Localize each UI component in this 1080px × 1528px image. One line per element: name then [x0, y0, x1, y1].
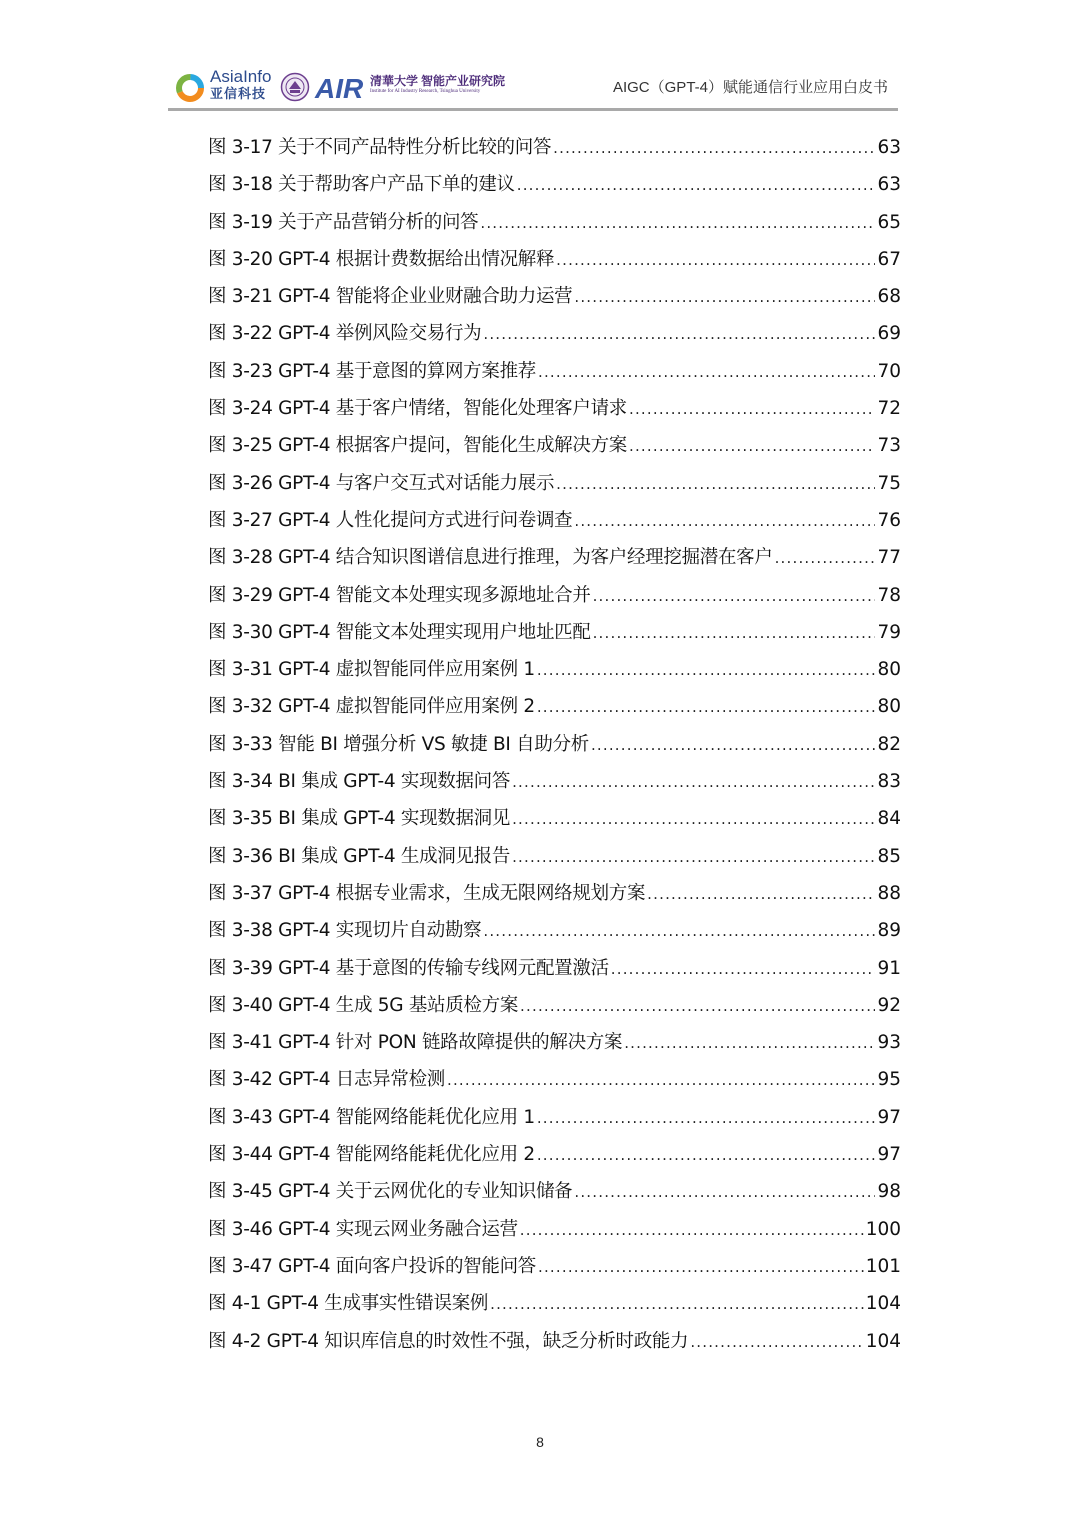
toc-entry-title: 图 3-29 GPT-4 智能文本处理实现多源地址合并 — [208, 584, 591, 606]
toc-entry[interactable] — [208, 879, 901, 916]
toc-entry[interactable] — [208, 469, 901, 506]
toc-dot-leader — [538, 1258, 864, 1276]
toc-dot-leader — [512, 810, 875, 828]
toc-entry-title: 图 3-47 GPT-4 面向客户投诉的智能问答 — [208, 1255, 536, 1277]
toc-dot-leader — [537, 1109, 876, 1127]
toc-entry[interactable] — [208, 282, 901, 319]
toc-dot-leader — [483, 325, 875, 343]
toc-entry-page: 89 — [877, 920, 901, 942]
toc-entry-title: 图 3-26 GPT-4 与客户交互式对话能力展示 — [208, 472, 555, 494]
toc-entry-title: 图 3-42 GPT-4 日志异常检测 — [208, 1069, 445, 1091]
asiainfo-logo-icon — [174, 72, 206, 104]
toc-entry-title: 图 3-43 GPT-4 智能网络能耗优化应用 1 — [208, 1106, 535, 1128]
toc-dot-leader — [537, 1146, 876, 1164]
toc-entry-title: 图 3-30 GPT-4 智能文本处理实现用户地址匹配 — [208, 621, 591, 643]
toc-dot-leader — [574, 512, 875, 530]
toc-dot-leader — [447, 1071, 875, 1089]
toc-entry-title: 图 3-21 GPT-4 智能将企业业财融合助力运营 — [208, 286, 573, 308]
toc-entry-page: 75 — [877, 472, 901, 494]
toc-entry[interactable] — [208, 1140, 901, 1177]
toc-entry-title: 图 3-44 GPT-4 智能网络能耗优化应用 2 — [208, 1144, 535, 1166]
toc-entry[interactable] — [208, 1028, 901, 1065]
toc-dot-leader — [512, 773, 875, 791]
toc-entry-page: 72 — [877, 398, 901, 420]
tsinghua-name-cn: 清華大学 智能产业研究院 — [370, 74, 506, 88]
toc-entry-page: 104 — [865, 1330, 901, 1352]
toc-entry-title: 图 4-1 GPT-4 生成事实性错误案例 — [208, 1293, 489, 1315]
toc-entry-page: 100 — [865, 1218, 901, 1240]
toc-dot-leader — [556, 475, 875, 493]
toc-dot-leader — [537, 698, 876, 716]
toc-dot-leader — [647, 885, 875, 903]
document-title: AIGC（GPT-4）赋能通信行业应用白皮书 — [612, 79, 888, 96]
toc-entry[interactable] — [208, 842, 901, 879]
toc-entry-title: 图 3-33 智能 BI 增强分析 VS 敏捷 BI 自助分析 — [208, 733, 589, 755]
toc-dot-leader — [520, 1221, 864, 1239]
toc-entry-page: 69 — [877, 323, 901, 345]
toc-entry-page: 63 — [877, 137, 901, 158]
toc-entry-title: 图 3-32 GPT-4 虚拟智能同伴应用案例 2 — [208, 696, 535, 718]
toc-entry[interactable] — [208, 1327, 901, 1364]
toc-dot-leader — [512, 848, 875, 866]
toc-dot-leader — [490, 1295, 864, 1313]
toc-entry[interactable] — [208, 208, 901, 245]
toc-entry-page: 70 — [877, 360, 901, 382]
toc-entry-page: 97 — [877, 1144, 901, 1166]
asiainfo-name-en: AsiaInfo — [210, 67, 272, 86]
toc-entry-title: 图 3-19 关于产品营销分析的问答 — [208, 211, 479, 233]
toc-entry-page: 76 — [877, 509, 901, 531]
toc-entry-title: 图 3-23 GPT-4 基于意图的算网方案推荐 — [208, 360, 536, 382]
toc-entry-page: 95 — [877, 1069, 901, 1091]
toc-entry-title: 图 3-40 GPT-4 生成 5G 基站质检方案 — [208, 994, 519, 1016]
toc-entry-page: 78 — [877, 584, 901, 606]
toc-entry-title: 图 3-24 GPT-4 基于客户情绪，智能化处理客户请求 — [208, 398, 627, 420]
page-number: 8 — [536, 1434, 544, 1450]
toc-entry[interactable] — [208, 133, 901, 170]
toc-entry[interactable] — [208, 506, 901, 543]
toc-entry-title: 图 3-28 GPT-4 结合知识图谱信息进行推理，为客户经理挖掘潜在客户 — [208, 547, 773, 569]
toc-entry-title: 图 3-45 GPT-4 关于云网优化的专业知识储备 — [208, 1181, 573, 1203]
toc-entry[interactable] — [208, 1252, 901, 1289]
toc-dot-leader — [556, 251, 875, 269]
toc-dot-leader — [629, 437, 875, 455]
toc-dot-leader — [574, 1183, 875, 1201]
toc-entry-page: 77 — [877, 547, 901, 569]
toc-entry-page: 68 — [877, 286, 901, 308]
toc-entry[interactable] — [208, 1177, 901, 1214]
toc-dot-leader — [611, 960, 876, 978]
toc-entry[interactable] — [208, 1103, 901, 1140]
toc-entry-page: 80 — [877, 659, 901, 681]
toc-entry[interactable] — [208, 991, 901, 1028]
toc-entry-title: 图 3-25 GPT-4 根据客户提问，智能化生成解决方案 — [208, 435, 627, 457]
toc-dot-leader — [520, 997, 875, 1015]
toc-entry-title: 图 3-41 GPT-4 针对 PON 链路故障提供的解决方案 — [208, 1032, 623, 1054]
toc-entry-title: 图 3-35 BI 集成 GPT-4 实现数据洞见 — [208, 808, 511, 830]
toc-dot-leader — [593, 587, 876, 605]
toc-entry-page: 65 — [877, 211, 901, 233]
toc-entry-title: 图 3-34 BI 集成 GPT-4 实现数据问答 — [208, 771, 511, 793]
toc-entry[interactable] — [208, 319, 901, 356]
toc-dot-leader — [593, 624, 876, 642]
toc-entry[interactable] — [208, 543, 901, 580]
toc-entry[interactable] — [208, 804, 901, 841]
toc-entry-page: 83 — [877, 771, 901, 793]
toc-entry-page: 93 — [877, 1032, 901, 1054]
toc-entry-title: 图 3-20 GPT-4 根据计费数据给出情况解释 — [208, 248, 555, 270]
toc-entry-title: 图 3-36 BI 集成 GPT-4 生成洞见报告 — [208, 845, 511, 867]
toc-entry[interactable] — [208, 1289, 901, 1326]
toc-dot-leader — [538, 363, 875, 381]
toc-entry-page: 104 — [865, 1293, 901, 1315]
toc-dot-leader — [775, 549, 876, 567]
toc-entry[interactable] — [208, 245, 901, 282]
toc-dot-leader — [553, 139, 875, 157]
tsinghua-air-wordmark — [370, 74, 506, 96]
toc-entry-title: 图 3-18 关于帮助客户产品下单的建议 — [208, 174, 515, 196]
toc-entry-page: 92 — [877, 994, 901, 1016]
toc-entry-page: 88 — [877, 882, 901, 904]
toc-entry-page: 98 — [877, 1181, 901, 1203]
toc-dot-leader — [483, 922, 875, 940]
toc-dot-leader — [517, 176, 876, 194]
toc-entry-title: 图 3-46 GPT-4 实现云网业务融合运营 — [208, 1218, 518, 1240]
toc-entry[interactable] — [208, 618, 901, 655]
toc-dot-leader — [690, 1333, 863, 1351]
tsinghua-name-en: Institute for AI Industry Research, Tsinghua University — [370, 89, 481, 94]
toc-entry[interactable] — [208, 394, 901, 431]
toc-dot-leader — [591, 736, 876, 754]
toc-entry-title: 图 3-17 关于不同产品特性分析比较的问答 — [208, 137, 552, 158]
toc-entry[interactable] — [208, 954, 901, 991]
toc-entry[interactable] — [208, 170, 901, 207]
toc-dot-leader — [629, 400, 875, 418]
toc-entry-page: 101 — [865, 1255, 901, 1277]
asiainfo-wordmark — [210, 68, 282, 102]
toc-entry-page: 67 — [877, 248, 901, 270]
toc-dot-leader — [537, 661, 876, 679]
toc-entry-title: 图 4-2 GPT-4 知识库信息的时效性不强，缺乏分析时政能力 — [208, 1330, 689, 1352]
toc-entry-title: 图 3-38 GPT-4 实现切片自动勘察 — [208, 920, 482, 942]
toc-entry[interactable] — [208, 1065, 901, 1102]
toc-entry[interactable] — [208, 767, 901, 804]
toc-entry[interactable] — [208, 581, 901, 618]
toc-entry-title: 图 3-22 GPT-4 举例风险交易行为 — [208, 323, 482, 345]
page-header — [168, 62, 898, 111]
toc-dot-leader — [480, 214, 875, 232]
toc-entry-page: 63 — [877, 174, 901, 196]
toc-entry[interactable] — [208, 692, 901, 729]
toc-entry[interactable] — [208, 730, 901, 767]
toc-entry[interactable] — [208, 655, 901, 692]
toc-entry[interactable] — [208, 916, 901, 953]
toc-entry-page: 84 — [877, 808, 901, 830]
toc-entry-page: 97 — [877, 1106, 901, 1128]
toc-entry-page: 85 — [877, 845, 901, 867]
toc-entry-page: 82 — [877, 733, 901, 755]
toc-entry-page: 73 — [877, 435, 901, 457]
toc-entry[interactable] — [208, 1215, 901, 1252]
toc-entry[interactable] — [208, 357, 901, 394]
tsinghua-seal-icon — [280, 72, 310, 102]
toc-entry-page: 80 — [877, 696, 901, 718]
toc-entry-title: 图 3-37 GPT-4 根据专业需求，生成无限网络规划方案 — [208, 882, 646, 904]
air-logo-icon — [314, 71, 366, 103]
asiainfo-name-cn: 亚信科技 — [210, 86, 267, 101]
toc-entry-title: 图 3-27 GPT-4 人性化提问方式进行问卷调查 — [208, 509, 573, 531]
toc-dot-leader — [624, 1034, 875, 1052]
toc-entry-page: 79 — [877, 621, 901, 643]
toc-dot-leader — [574, 288, 875, 306]
figure-list — [208, 133, 901, 1364]
toc-entry-page: 91 — [877, 957, 901, 979]
air-logo-text: AIR — [315, 73, 364, 103]
toc-entry-title: 图 3-31 GPT-4 虚拟智能同伴应用案例 1 — [208, 659, 535, 681]
toc-entry[interactable] — [208, 431, 901, 468]
toc-entry-title: 图 3-39 GPT-4 基于意图的传输专线网元配置激活 — [208, 957, 609, 979]
